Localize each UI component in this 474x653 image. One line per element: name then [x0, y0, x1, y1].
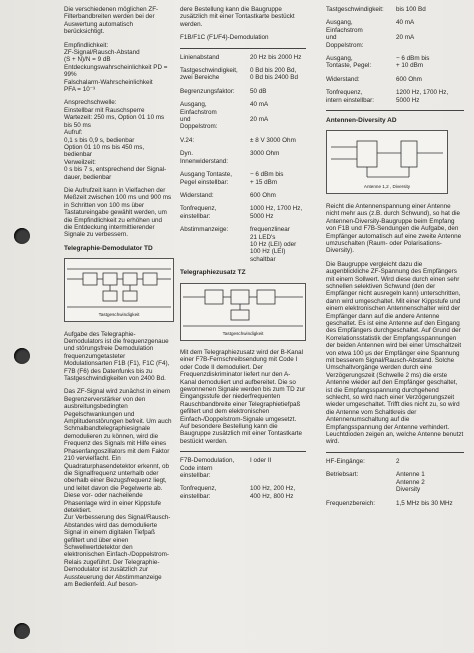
spec-row — [326, 6, 464, 13]
ad-paragraph-1: Reicht die Antennenspannung einer Antenne nicht mehr aus (z.B. durch Schwund), so hat die Antennen-Diversity-Baugruppe beim Empfang von F1B und F7B-Sendungen die Aufgabe, den Empfänger automatisch auf eine zweite Antenne umzuschalten (Raum- oder Polarisations-Diversity). — [326, 202, 462, 255]
heading-td: Telegraphie-Demodulator TD — [64, 244, 153, 252]
spec-key: Tonfrequenz, einstellbar: — [180, 485, 217, 500]
spec-value: 20 Hz bis 2000 Hz — [250, 53, 302, 61]
spec-key: V.24: — [180, 136, 195, 144]
spec-value: ± 8 V 3000 Ohm — [250, 136, 296, 144]
spec-row — [180, 171, 306, 186]
spec-key: Tastgeschwindigkeit, zwei Bereiche — [180, 67, 238, 82]
spec-value: 0 Bd bis 200 Bd, 0 Bd bis 2400 Bd — [250, 67, 298, 82]
tz-body-paragraph: Mit dem Telegraphiezusatz wird der B-Kanal einer F7B-Fernschreibsendung mit Code I oder Code II demoduliert. Der Frequenzdiskriminator liefert nur den A-Kanal demoduliert und aufbereitet. Die so gewonnenen Signale werden bis zum TD zur Eingangsstufe der niederfrequenten Rauschbandbreite einer Telegraphietiefpaß gefiltert und dem elektronischen Einfach-/Doppelstrom-Signale umgesetzt. Auf besondere Bestellung kann die Baugruppe zusätzlich mit einer Tontastkarte bestückt werden. — [180, 348, 306, 445]
spec-key: Frequenzbereich: — [326, 499, 376, 507]
spec-value: 1200 Hz, 1700 Hz, 5000 Hz — [396, 89, 449, 104]
spec-key: Ausgang, Einfachstrom und Doppelstrom: — [180, 101, 218, 131]
spec-row — [180, 67, 306, 82]
spec-key: Tonfrequenz, intern einstellbar: — [326, 89, 374, 104]
spec-value: 2 — [396, 457, 400, 465]
spec-row — [180, 137, 306, 144]
divider — [326, 110, 464, 111]
tz-block-diagram — [180, 283, 306, 341]
binder-hole — [14, 623, 30, 639]
spec-value: Antenne 1 Antenne 2 Diversity — [396, 471, 425, 494]
demod-title: F1B/F1C (F1/F4)-Demodulation — [180, 34, 269, 42]
spec-row — [326, 500, 464, 507]
heading-tz: Telegraphiezusatz TZ — [180, 269, 246, 277]
spec-value: I oder II — [250, 457, 272, 465]
column-left — [64, 6, 172, 594]
spec-key: Ausgang, Tontaste, Pegel: — [326, 55, 372, 70]
td-diagram-label: Tastgeschwindigkeit — [98, 312, 140, 318]
td-spec-list — [180, 54, 306, 264]
spec-key: Linienabstand — [180, 53, 220, 61]
spec-row — [180, 485, 306, 500]
ad-paragraph-2: Die Baugruppe vergleicht dazu die augenblickliche ZF-Spannung des Empfängers mit einem Sollwert. Wird diese durch einen sehr schnellen selektiven Schwund (den der Empfänger nicht ausregeln kann) unterschritten, dann wird umgeschaltet. Mit einer Kippstufe und einem elektronischen Antennenschalter wird der Empfänger dann auf die andere Antenne geschaltet. Es ist eine Antenne auf den Eingang des Empfängers durchgeschaltet. Auf Grund der Korrelationsstatistik der Empfangsspannungen der beiden Antennen wird bei einer Umschaltzeit von etwa 100 μs der Empfänger eine Spannung mit besserem Signal/Rausch-Abstand. Solche Umschaltvorgänge werden durch eine Verzögerungszeit (Schwelle 2 ms) die erste Antenne wieder auf den Empfänger geschaltet, ist die Empfangsspannung durchgehend schlecht, so wird nach einer Verzögerungszeit wieder umgeschaltet. Trifft dies nicht zu, so wird die Antenne vom Schaltkreis der Antennenumschaltung auf die Empfangsspannung der Antenne verhindert. Leuchtdioden zeigen an, welche Antenne benutzt wird. — [326, 260, 464, 446]
heading-ad: Antennen-Diversity AD — [326, 117, 397, 125]
column-middle — [180, 6, 306, 506]
spec-value: 40 mA 20 mA — [396, 19, 415, 42]
spec-key: Ausgang, Einfachstrom und Doppelstrom: — [326, 19, 364, 49]
spec-row — [180, 88, 306, 95]
spec-key: Widerstand: — [180, 191, 214, 199]
divider — [326, 452, 464, 453]
spec-key: Dyn. Innenwiderstand: — [180, 150, 228, 165]
spec-value: 100 Hz, 200 Hz, 400 Hz, 800 Hz — [250, 485, 296, 500]
spec-value: 1000 Hz, 1700 Hz, 5000 Hz — [250, 205, 303, 220]
td-block-diagram — [64, 258, 174, 322]
spec-row — [326, 458, 464, 465]
spec-row — [326, 55, 464, 70]
spec-row — [326, 76, 464, 83]
spec-row — [180, 54, 306, 61]
td-task-paragraph: Aufgabe des Telegraphie-Demodulators ist die frequenzgenaue und störungsfreie Demodulation frequenzumgetasteter Modulationsarten F1B (F1), F1C (F4), F7B (F6) des Datenfunks bis zu Tastgeschwindigkeiten von 2400 Bd. — [64, 330, 170, 383]
continuation-paragraph: dere Bestellung kann die Baugruppe zusätzlich mit einer Tontastkarte bestückt werden. — [180, 6, 295, 28]
spec-key: Widerstand: — [326, 75, 360, 83]
spec-value: bis 100 Bd — [396, 6, 426, 13]
ad-diagram-caption: Antenne 1,2 , Diversity — [363, 184, 411, 190]
spec-row — [180, 150, 306, 165]
binder-hole — [14, 228, 30, 244]
td-body-paragraph: Das ZF-Signal wird zunächst in einem Begrenzerverstärker von den ausbreitungsbedingten Pegelschwankungen und Amplitudenstörungen befreit. Um auch Schmalbandtelegraphiesignale demodulieren zu können, wird die Frequenz des Signals mit Hilfe eines Phasenfangoszillators mit dem Faktor 210 vervielfacht. Ein Quadraturphasendetektor erkennt, ob die Signalfrequenz unterhalb oder oberhalb einer Bezugsfrequenz liegt, und leitet davon die Pegelwerte ab. Diese vor- oder nacheilende Phasenlage wird in einer Kippstufe detektiert. Zur Verbesserung des Signal/Rausch-Abstandes wird das demodulierte Signal in einem digitalen Tiefpaß gefiltert und über einen Schwellwertdetektor den elektronischen Einfach-/Doppelstrom-Relais zugeführt. Der Telegraphie-Demodulator ist zusätzlich zur Aussteuerung der Abstimmanzeige am Bedienfeld. Auf beson- — [64, 388, 172, 588]
response-threshold-block: Ansprechschwelle: Einstellbar mit Rauschsperre Wartezeit: 250 ms, Option 01 10 ms bis 50 ms Aufruf: 0,1 s bis 0,9 s, bedienbar Option 01 10 ms bis 450 ms, bedienbar Verweilzeit: 0 s bis 7 s, entsprechend der Signal-dauer, bedienbar — [64, 99, 167, 181]
spec-value: 40 mA 20 mA — [250, 101, 269, 124]
spec-value: frequenzlinear 21 LED's 10 Hz (LEI) oder 100 Hz (LEI) schaltbar — [250, 226, 297, 263]
spec-value: 600 Ohm — [250, 191, 276, 199]
intro-paragraph: Die verschiedenen möglichen ZF-Filterbandbreiten werden bei der Auswertung automatisch berücksichtigt. — [64, 6, 159, 36]
spec-value: − 6 dBm bis + 10 dBm — [396, 55, 430, 70]
spec-key: Tastgeschwindigkeit: — [326, 6, 384, 13]
spec-key: F7B-Demodulation, Code intern einstellbar: — [180, 457, 235, 480]
tz-spec-list — [180, 457, 306, 500]
spec-key: Ausgang Tontaste, Pegel einstellbar: — [180, 171, 233, 186]
sensitivity-block: Empfindlichkeit: ZF-Signal/Rausch-Abstand (S + N)/N = 9 dB Entdeckungswahrscheinlichkeit PD = 99% Falschalarm-Wahrscheinlichkeit PFA = 10⁻³ — [64, 41, 168, 94]
spec-row — [180, 226, 306, 263]
spec-value: 50 dB — [250, 87, 267, 95]
divider — [180, 48, 306, 49]
divider — [180, 451, 306, 452]
spec-row — [180, 205, 306, 220]
spec-row — [180, 457, 306, 479]
spec-key: Betriebsart: — [326, 471, 359, 479]
spec-row — [326, 19, 464, 49]
binder-hole — [14, 348, 30, 364]
call-time-paragraph: Die Aufrufzeit kann in Vielfachen der Meßzeit zwischen 100 ms und 900 ms in Schritten von 100 ms über Tastatureingabe gewählt werden, um die Empfindlichkeit zu erhöhen und die Entdeckung intermittierender Signale zu verbessern. — [64, 186, 172, 239]
tz-spec-list-cont — [326, 6, 464, 104]
ad-spec-list — [326, 458, 464, 507]
column-right — [326, 6, 464, 513]
spec-key: HF-Eingänge: — [326, 457, 365, 465]
spec-key: Tonfrequenz, einstellbar: — [180, 205, 217, 220]
spec-value: 1,5 MHz bis 30 MHz — [396, 499, 453, 507]
spec-value: 3000 Ohm — [250, 150, 280, 158]
spec-key: Abstimmanzeige: — [180, 226, 229, 234]
spec-row — [326, 471, 464, 493]
tz-diagram-label: Tastgeschwindigkeit — [222, 330, 264, 336]
spec-row — [326, 89, 464, 104]
spec-value: − 6 dBm bis + 15 dBm — [250, 171, 284, 186]
spec-row — [180, 101, 306, 131]
ad-block-diagram — [326, 130, 448, 194]
spec-key: Begrenzungsfaktor: — [180, 87, 235, 95]
spec-row — [180, 192, 306, 199]
spec-value: 600 Ohm — [396, 75, 422, 83]
